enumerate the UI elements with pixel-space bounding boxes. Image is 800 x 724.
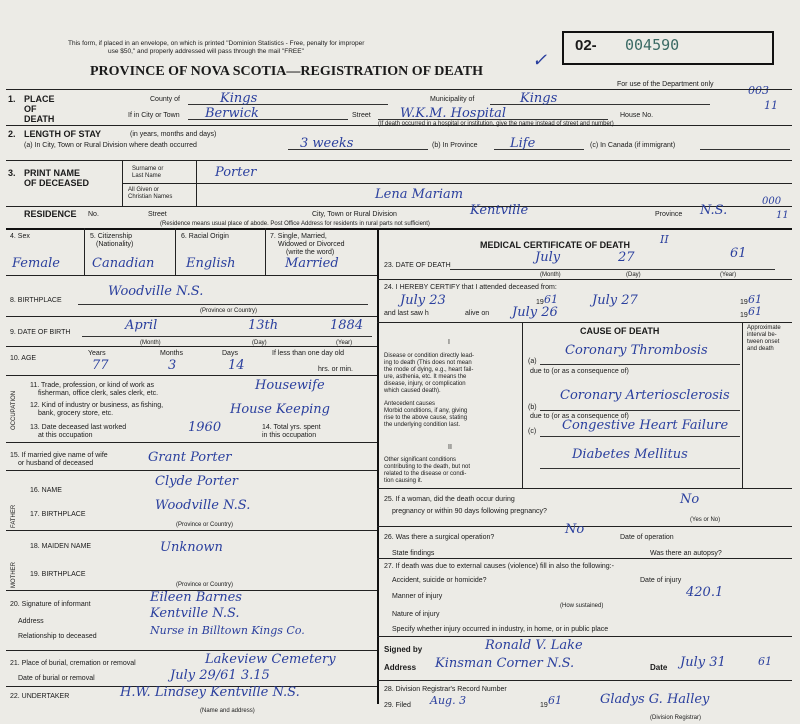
department-use-note: For use of the Department only xyxy=(617,81,714,88)
last-year: 61 xyxy=(748,305,762,318)
mother-bp-sub: (Province or Country) xyxy=(176,582,234,588)
injury-nature-label: Nature of injury xyxy=(392,611,440,618)
rule xyxy=(84,228,85,275)
age-days-label: Days xyxy=(222,350,238,357)
given-label-2: Christian Names xyxy=(128,194,173,200)
surname-label-2: Last Name xyxy=(132,173,162,179)
name-num: 3. xyxy=(8,168,16,178)
undertaker-sub: (Name and address) xyxy=(200,708,255,714)
injury-place-label: Specify whether injury occurred in industry, in home, or in public place xyxy=(392,626,609,633)
injury-date-label: Date of injury xyxy=(640,577,682,584)
citizenship-value: Canadian xyxy=(92,256,155,271)
rule xyxy=(377,526,792,527)
place-label-1: PLACE xyxy=(24,94,55,104)
rule xyxy=(6,160,792,161)
check-mark: ✓ xyxy=(532,50,548,71)
age-months-label: Months xyxy=(160,350,183,357)
pregnancy-label-1: 25. If a woman, did the death occur during xyxy=(384,496,515,503)
rule xyxy=(522,322,523,488)
birthplace-value: Woodville N.S. xyxy=(108,284,204,299)
cert-date-label: Date xyxy=(650,663,668,672)
death-year-sub: (Year) xyxy=(720,272,737,278)
name-label-1: PRINT NAME xyxy=(24,168,80,178)
city-value: Berwick xyxy=(205,106,259,121)
residence-province-label: Province xyxy=(655,211,683,218)
death-day: 27 xyxy=(618,250,635,265)
other-line xyxy=(540,468,740,469)
relationship-label: Relationship to deceased xyxy=(18,633,97,640)
surgery-value: No xyxy=(565,522,585,537)
antecedent-4: the underlying condition last. xyxy=(384,422,461,428)
due-to-label-1: due to (or as a consequence of) xyxy=(530,368,629,375)
residence-code-2: 11 xyxy=(776,210,789,221)
cause-desc-6: which caused death). xyxy=(384,388,441,394)
occ-11-line-1: 11. Trade, profession, or kind of work as xyxy=(30,382,154,389)
age-years-label: Years xyxy=(88,350,106,357)
cause-b-value: Coronary Arteriosclerosis xyxy=(560,388,730,403)
registration-number: 004590 xyxy=(625,36,680,54)
city-label: If in City or Town xyxy=(128,112,180,119)
residence-province-value: N.S. xyxy=(700,203,728,218)
signed-by-value: Ronald V. Lake xyxy=(485,638,583,653)
attended-from: July 23 xyxy=(400,293,446,308)
filed-value: Aug. 3 xyxy=(430,694,467,707)
cause-roman-2: II xyxy=(448,444,452,451)
burial-place-label: 21. Place of burial, cremation or removal xyxy=(10,660,136,667)
mother-maiden-value: Unknown xyxy=(160,540,223,555)
citizenship-label-2: (Nationality) xyxy=(96,241,134,248)
how-sustained-sub: (How sustained) xyxy=(560,603,604,609)
cause-desc-3: the mode of dying, e.g., heart fail- xyxy=(384,367,474,373)
registrar-sub: (Division Registrar) xyxy=(650,715,702,721)
filed-year: 61 xyxy=(548,694,562,707)
rule xyxy=(377,558,792,559)
stay-b-value: Life xyxy=(510,136,536,151)
rule xyxy=(377,322,792,323)
occ-13-line-1: 13. Date deceased last worked xyxy=(30,424,127,431)
medical-cert-roman: II xyxy=(660,233,669,246)
stay-c-label: (c) In Canada (if immigrant) xyxy=(590,142,676,149)
father-side-label: FATHER xyxy=(11,504,17,528)
rule xyxy=(6,375,377,376)
cause-desc-2: ing to death (This does not mean xyxy=(384,360,472,366)
surgery-label: 26. Was there a surgical operation? xyxy=(384,534,495,541)
citizenship-label-1: 5. Citizenship xyxy=(90,233,133,240)
rule xyxy=(175,228,176,275)
rule xyxy=(6,206,792,207)
place-label-2: OF xyxy=(24,104,37,114)
dob-year-sub: (Year) xyxy=(336,340,353,346)
surname-value: Porter xyxy=(215,165,257,180)
last-year-prefix: 19 xyxy=(740,312,748,319)
dept-code-2: 11 xyxy=(764,99,778,112)
municipality-value: Kings xyxy=(520,91,558,106)
informant-address: Kentville N.S. xyxy=(150,606,240,621)
residence-city-label: City, Town or Rural Division xyxy=(312,211,397,218)
rule xyxy=(6,442,377,443)
birthplace-line xyxy=(78,304,368,305)
county-label: County of xyxy=(150,96,180,103)
residence-label: RESIDENCE xyxy=(24,209,77,219)
relationship-value: Nurse in Billtown Kings Co. xyxy=(150,624,305,637)
father-name-label: 16. NAME xyxy=(30,487,62,494)
sex-label: 4. Sex xyxy=(10,233,30,240)
informant-address-label: Address xyxy=(18,618,44,625)
stay-num: 2. xyxy=(8,129,16,139)
interval-label-1: Approximate xyxy=(747,325,781,331)
injury-manner-label: Manner of injury xyxy=(392,593,443,600)
death-date-label: 23. DATE OF DEATH xyxy=(384,262,451,269)
dob-line xyxy=(82,336,372,337)
dept-code-1: 003 xyxy=(748,84,769,97)
dob-year: 1884 xyxy=(330,318,364,333)
cert-address-label: Address xyxy=(384,663,417,672)
age-years: 77 xyxy=(92,358,109,373)
cause-a-label: (a) xyxy=(528,358,537,365)
medical-cert-title: MEDICAL CERTIFICATE OF DEATH xyxy=(480,240,630,250)
cause-c-value: Congestive Heart Failure xyxy=(562,418,729,433)
stay-b-label: (b) In Province xyxy=(432,142,478,149)
street-label: Street xyxy=(352,112,371,119)
cert-address-value: Kinsman Corner N.S. xyxy=(435,656,575,671)
from-year-prefix: 19 xyxy=(536,299,544,306)
residence-note: (Residence means usual place of abode. Post Office Address for residents in rural parts not sufficient) xyxy=(160,221,430,227)
dob-month: April xyxy=(125,318,158,333)
marital-value: Married xyxy=(285,256,339,271)
mother-bp-label: 19. BIRTHPLACE xyxy=(30,571,86,578)
spouse-label-1: 15. If married give name of wife xyxy=(10,452,108,459)
autopsy-label: Was there an autopsy? xyxy=(650,550,722,557)
rule xyxy=(6,470,377,471)
occ-13-line-2: at this occupation xyxy=(38,432,93,439)
cert-date-value: July 31 xyxy=(680,655,726,670)
operation-date-label: Date of operation xyxy=(620,534,674,541)
antecedent-3: rise to the above cause, stating xyxy=(384,415,468,421)
spouse-label-2: or husband of deceased xyxy=(18,460,94,467)
cause-desc-5: disease, injury, or complication xyxy=(384,381,466,387)
findings-label: State findings xyxy=(392,550,435,557)
last-seen-value: July 26 xyxy=(512,305,558,320)
rule xyxy=(742,322,743,488)
rule xyxy=(6,316,377,317)
dob-label: 9. DATE OF BIRTH xyxy=(10,329,71,336)
to-year: 61 xyxy=(748,293,762,306)
informant-signature: Eileen Barnes xyxy=(150,590,242,605)
stay-a-label: (a) In City, Town or Rural Division where death occurred xyxy=(24,142,197,149)
due-to-label-2: due to (or as a consequence of) xyxy=(530,413,629,420)
rule xyxy=(377,488,792,489)
other-cond-value: Diabetes Mellitus xyxy=(572,447,688,462)
alive-on-label: alive on xyxy=(465,310,490,317)
cause-title: CAUSE OF DEATH xyxy=(580,326,660,336)
stay-sub: (in years, months and days) xyxy=(130,131,217,138)
from-year: 61 xyxy=(544,293,558,306)
race-label: 6. Racial Origin xyxy=(181,233,229,240)
rule xyxy=(6,275,377,276)
pregnancy-value: No xyxy=(680,492,700,507)
spouse-value: Grant Porter xyxy=(148,450,232,465)
age-note-1: If less than one day old xyxy=(272,350,344,357)
father-bp-label: 17. BIRTHPLACE xyxy=(30,511,86,518)
hospital-note: (If death occurred in a hospital or institution, give the name instead of street and number) xyxy=(378,121,614,127)
stay-c-line xyxy=(700,149,790,150)
cause-desc-1: Disease or condition directly lead- xyxy=(384,353,475,359)
given-names-value: Lena Mariam xyxy=(375,187,464,202)
rule xyxy=(6,228,792,230)
burial-date-label: Date of burial or removal xyxy=(18,675,95,682)
occ-14-line-1: 14. Total yrs. spent xyxy=(262,424,321,431)
registration-prefix: 02- xyxy=(575,37,597,54)
rule xyxy=(265,228,266,275)
yes-no-sub: (Yes or No) xyxy=(690,517,721,523)
death-month-sub: (Month) xyxy=(540,272,561,278)
last-worked-value: 1960 xyxy=(188,420,222,435)
cause-a-line xyxy=(540,364,740,365)
father-bp-sub: (Province or Country) xyxy=(176,522,234,528)
accident-label: Accident, suicide or homicide? xyxy=(392,577,487,584)
residence-city-value: Kentville xyxy=(470,203,529,218)
center-divider xyxy=(377,228,379,704)
last-saw-label: and last saw h xyxy=(384,310,429,317)
interval-label-2: interval be- xyxy=(747,332,777,338)
undertaker-label: 22. UNDERTAKER xyxy=(10,693,70,700)
burial-date-value: July 29/61 3.15 xyxy=(170,668,270,683)
cert-date-year: 61 xyxy=(758,655,772,668)
mother-maiden-label: 18. MAIDEN NAME xyxy=(30,543,92,550)
institution-value: W.K.M. Hospital xyxy=(400,106,507,121)
rule xyxy=(377,680,792,681)
age-label: 10. AGE xyxy=(10,355,37,362)
dob-day: 13th xyxy=(248,318,279,333)
stay-b-line xyxy=(494,149,584,150)
form-title: PROVINCE OF NOVA SCOTIA—REGISTRATION OF DEATH xyxy=(90,64,483,79)
signed-by-label: Signed by xyxy=(384,645,423,654)
registrar-signature: Gladys G. Halley xyxy=(600,692,710,707)
trade-value: Housewife xyxy=(255,378,325,393)
attended-to: July 27 xyxy=(592,293,638,308)
death-day-sub: (Day) xyxy=(626,272,641,278)
stay-label: LENGTH OF STAY xyxy=(24,129,102,139)
death-date-line xyxy=(450,269,775,270)
sex-value: Female xyxy=(12,256,60,271)
cause-a-value: Coronary Thrombosis xyxy=(565,343,708,358)
burial-place-value: Lakeview Cemetery xyxy=(205,652,336,667)
dob-day-sub: (Day) xyxy=(252,340,267,346)
age-note-2: hrs. or min. xyxy=(318,366,354,373)
age-months: 3 xyxy=(168,358,177,373)
industry-value: House Keeping xyxy=(230,402,330,417)
other-cond-2: contributing to the death, but not xyxy=(384,464,471,470)
age-days: 14 xyxy=(228,358,245,373)
residence-street-label: Street xyxy=(148,211,167,218)
municipality-label: Municipality of xyxy=(430,96,475,103)
marital-label-1: 7. Single, Married, xyxy=(270,233,327,240)
interval-label-4: and death xyxy=(747,346,774,352)
rule xyxy=(377,279,792,280)
county-line xyxy=(188,104,388,105)
place-num: 1. xyxy=(8,94,16,104)
undertaker-value: H.W. Lindsey Kentville N.S. xyxy=(120,685,300,700)
occupation-side-label: OCCUPATION xyxy=(11,390,17,430)
antecedent-2: Morbid conditions, if any, giving xyxy=(384,408,468,414)
name-label-2: OF DECEASED xyxy=(24,178,90,188)
dob-month-sub: (Month) xyxy=(140,340,161,346)
occ-12-line-1: 12. Kind of industry or business, as fishing, xyxy=(30,402,164,409)
mother-side-label: MOTHER xyxy=(11,562,17,588)
county-value: Kings xyxy=(220,91,258,106)
cause-c-label: (c) xyxy=(528,428,537,435)
registrar-record-label: 28. Division Registrar's Record Number xyxy=(384,686,507,693)
rule xyxy=(122,183,792,184)
other-cond-4: tion causing it. xyxy=(384,478,423,484)
filed-year-prefix: 19 xyxy=(540,702,548,709)
rule xyxy=(6,89,792,90)
filed-label: 29. Filed xyxy=(384,702,411,709)
rule xyxy=(377,636,792,637)
mail-notice-line-2: use $50," and properly addressed will pass through the mail "FREE" xyxy=(108,48,304,55)
cause-b-line xyxy=(540,410,740,411)
rule xyxy=(6,650,377,651)
marital-label-2: Widowed or Divorced xyxy=(278,241,345,248)
father-bp-value: Woodville N.S. xyxy=(155,498,251,513)
surname-label-1: Surname or xyxy=(132,166,164,172)
cause-desc-4: ure, asthenia, etc. It means the xyxy=(384,374,467,380)
stay-a-value: 3 weeks xyxy=(300,136,354,151)
mail-notice-line-1: This form, if placed in an envelope, on which is printed "Dominion Statistics - Free, penalty for improper xyxy=(68,40,365,47)
birthplace-sub: (Province or Country) xyxy=(200,308,258,314)
interval-label-3: tween onset xyxy=(747,339,780,345)
informant-sig-label: 20. Signature of informant xyxy=(10,601,91,608)
occ-12-line-2: bank, grocery store, etc. xyxy=(38,410,114,417)
birthplace-label: 8. BIRTHPLACE xyxy=(10,297,62,304)
father-name-value: Clyde Porter xyxy=(155,474,238,489)
external-cause-label: 27. If death was due to external causes (violence) fill in also the following:- xyxy=(384,563,614,570)
antecedent-1: Antecedent causes xyxy=(384,401,436,407)
classification-code: 420.1 xyxy=(686,585,724,600)
occ-11-line-2: fisherman, office clerk, sales clerk, etc. xyxy=(38,390,159,397)
given-label-1: All Given or xyxy=(128,187,160,193)
other-cond-3: related to the disease or condi- xyxy=(384,471,467,477)
other-cond-1: Other significant conditions xyxy=(384,457,457,463)
cause-b-label: (b) xyxy=(528,404,537,411)
cause-roman-1: I xyxy=(448,339,450,346)
race-value: English xyxy=(186,256,236,271)
residence-code-1: 000 xyxy=(762,196,782,207)
house-no-label: House No. xyxy=(620,112,654,119)
rule xyxy=(6,346,377,347)
certify-label: 24. I HEREBY CERTIFY that I attended deceased from: xyxy=(384,284,557,291)
rule xyxy=(6,530,377,531)
occ-14-line-2: in this occupation xyxy=(262,432,317,439)
to-year-prefix: 19 xyxy=(740,299,748,306)
cause-c-line xyxy=(540,436,740,437)
marital-label-3: (write the word) xyxy=(286,249,335,256)
death-month: July xyxy=(535,250,561,265)
residence-no-label: No. xyxy=(88,211,99,218)
pregnancy-label-2: pregnancy or within 90 days following pregnancy? xyxy=(392,508,547,515)
death-year: 61 xyxy=(730,246,747,261)
place-label-3: DEATH xyxy=(24,114,55,124)
